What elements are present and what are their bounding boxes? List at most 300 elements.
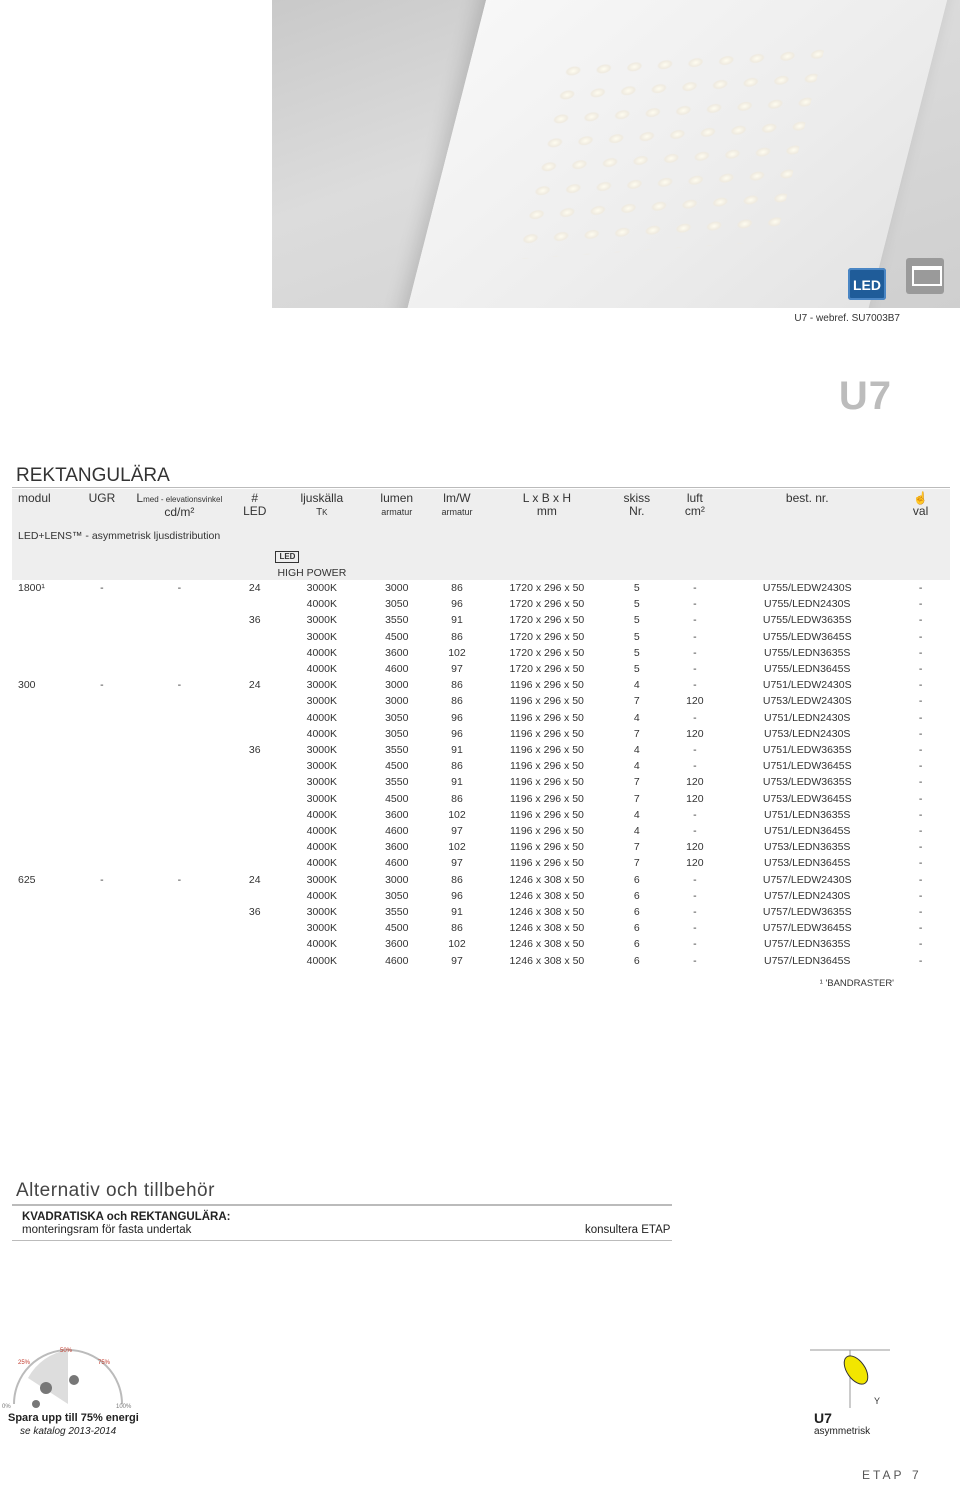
cell-modul xyxy=(12,823,77,839)
cell-ugr xyxy=(77,839,126,855)
cell-modul xyxy=(12,758,77,774)
cell-efficacy: 96 xyxy=(451,598,463,611)
cell-ugr xyxy=(77,888,126,904)
header-ljuskalla: ljuskälla TK xyxy=(277,489,366,526)
cell-efficacy: 91 xyxy=(451,614,463,627)
cell-option: - xyxy=(918,792,923,805)
cell-order-number: U755/LEDN3645S xyxy=(764,663,851,676)
cell-order-number: U751/LEDW2430S xyxy=(762,679,852,692)
cell-lumen: 3050 xyxy=(385,711,409,724)
cell-lumen: 3600 xyxy=(385,808,409,821)
cell-led-count xyxy=(232,693,277,709)
accessories-action: konsultera ETAP xyxy=(585,1224,671,1236)
table-row xyxy=(12,791,950,807)
table-row xyxy=(12,855,950,871)
cell-led-count xyxy=(232,807,277,823)
cell-led-count xyxy=(232,774,277,790)
cell-efficacy: 86 xyxy=(451,695,463,708)
table-row xyxy=(12,872,950,888)
cell-lmed xyxy=(127,629,232,645)
cell-air: 120 xyxy=(686,841,704,854)
recessed-fixture-icon xyxy=(906,258,944,294)
cell-ugr xyxy=(77,612,126,628)
cell-efficacy: 97 xyxy=(451,857,463,870)
cell-ugr xyxy=(77,645,126,661)
cell-option: - xyxy=(918,922,923,935)
cell-dimensions: 1196 x 296 x 50 xyxy=(509,744,584,757)
cell-air: 120 xyxy=(686,727,704,740)
cell-order-number: U753/LEDW2430S xyxy=(762,695,852,708)
bulb-icon xyxy=(69,1375,79,1385)
cell-lumen: 3050 xyxy=(385,598,409,611)
cell-ugr xyxy=(77,904,126,920)
cell-efficacy: 96 xyxy=(451,727,463,740)
cell-dimensions: 1246 x 308 x 50 xyxy=(509,938,585,951)
cell-dimensions: 1246 x 308 x 50 xyxy=(509,906,585,919)
cell-sketch: 5 xyxy=(633,646,640,659)
gauge-label-100: 100% xyxy=(116,1404,132,1410)
table-row xyxy=(12,758,950,774)
cell-ugr xyxy=(77,742,126,758)
cell-lmed xyxy=(127,645,232,661)
cell-modul xyxy=(12,629,77,645)
cell-lmed xyxy=(127,823,232,839)
cell-color-temp: 3000K xyxy=(306,679,337,692)
cell-lumen: 3600 xyxy=(385,646,409,659)
cell-lmed xyxy=(127,791,232,807)
cell-lmed xyxy=(127,807,232,823)
cell-dimensions: 1246 x 308 x 50 xyxy=(509,954,585,967)
cell-led-count xyxy=(232,661,277,677)
cell-modul xyxy=(12,742,77,758)
cell-air: 120 xyxy=(686,792,704,805)
cell-sketch: 5 xyxy=(633,582,640,594)
cell-lumen: 3550 xyxy=(385,776,409,789)
cell-option: - xyxy=(918,760,923,773)
cell-efficacy: 102 xyxy=(448,841,466,854)
table-row xyxy=(12,888,950,904)
cell-air: - xyxy=(693,598,697,611)
cell-ugr xyxy=(77,726,126,742)
energy-gauge xyxy=(0,1340,140,1420)
cell-lumen: 4600 xyxy=(385,663,409,676)
cell-color-temp: 4000K xyxy=(306,646,337,659)
cell-color-temp: 4000K xyxy=(306,808,337,821)
table-row xyxy=(12,629,950,645)
cell-efficacy: 86 xyxy=(451,582,463,594)
web-reference: U7 - webref. SU7003B7 xyxy=(794,313,900,324)
axis-label-y: Y xyxy=(874,1396,881,1406)
cell-led-count xyxy=(232,855,277,871)
cell-lmed xyxy=(127,726,232,742)
cell-option: - xyxy=(918,630,923,643)
cell-order-number: U751/LEDN2430S xyxy=(764,711,851,724)
cell-ugr xyxy=(77,807,126,823)
presence-icon xyxy=(40,1382,52,1394)
cell-color-temp: 3000K xyxy=(306,630,337,643)
cell-order-number: U757/LEDW2430S xyxy=(762,873,852,886)
cell-color-temp: 3000K xyxy=(306,792,337,805)
cell-dimensions: 1720 x 296 x 50 xyxy=(509,663,585,676)
cell-lumen: 3550 xyxy=(385,744,409,757)
cell-lumen: 4600 xyxy=(385,857,409,870)
high-power-label: HIGH POWER xyxy=(277,566,950,580)
cell-order-number: U751/LEDN3645S xyxy=(764,825,851,838)
category-title: REKTANGULÄRA xyxy=(16,465,170,486)
cell-air: - xyxy=(693,582,697,594)
cell-lumen: 4600 xyxy=(385,825,409,838)
table-row xyxy=(12,920,950,936)
cell-modul xyxy=(12,596,77,612)
luminaire-panel xyxy=(383,0,960,308)
cell-order-number: U751/LEDW3635S xyxy=(762,744,852,757)
cell-dimensions: 1196 x 296 x 50 xyxy=(509,808,584,821)
cell-air: 120 xyxy=(686,857,704,870)
catalog-reference: se katalog 2013-2014 xyxy=(20,1426,117,1437)
hand-icon: ☝ xyxy=(913,491,929,505)
cell-order-number: U757/LEDN2430S xyxy=(764,889,851,902)
cell-option: - xyxy=(918,825,923,838)
cell-dimensions: 1246 x 308 x 50 xyxy=(509,889,585,902)
cell-dimensions: 1196 x 296 x 50 xyxy=(509,727,584,740)
daylight-icon xyxy=(32,1400,40,1408)
cell-lmed: - xyxy=(177,873,182,886)
cell-order-number: U755/LEDW3635S xyxy=(762,614,852,627)
cell-efficacy: 91 xyxy=(451,906,463,919)
cell-ugr: - xyxy=(100,873,104,886)
cell-ugr xyxy=(77,791,126,807)
cell-modul xyxy=(12,726,77,742)
cell-led-count: 36 xyxy=(248,614,261,627)
cell-order-number: U755/LEDW2430S xyxy=(762,582,852,594)
cell-led-count xyxy=(232,936,277,952)
cell-modul xyxy=(12,791,77,807)
cell-air: - xyxy=(693,938,697,951)
cell-led-count xyxy=(232,629,277,645)
cell-ugr xyxy=(77,629,126,645)
cell-dimensions: 1720 x 296 x 50 xyxy=(509,646,585,659)
energy-saving: Spara upp till 75% energi xyxy=(8,1412,139,1424)
cell-option: - xyxy=(918,582,923,594)
cell-efficacy: 86 xyxy=(451,922,463,935)
cell-color-temp: 4000K xyxy=(306,663,337,676)
table-row xyxy=(12,645,950,661)
cell-air: - xyxy=(693,711,697,724)
table-row xyxy=(12,839,950,855)
light-distribution-diagram xyxy=(790,1330,900,1410)
cell-order-number: U753/LEDN3635S xyxy=(764,841,851,854)
cell-color-temp: 4000K xyxy=(306,727,337,740)
cell-order-number: U757/LEDW3645S xyxy=(762,922,852,935)
cell-lumen: 4500 xyxy=(385,630,409,643)
footnote: ¹ 'BANDRASTER' xyxy=(819,978,894,989)
cell-option: - xyxy=(918,727,923,740)
gauge-label-25: 25% xyxy=(18,1360,31,1366)
cell-air: - xyxy=(693,614,697,627)
cell-led-count xyxy=(232,791,277,807)
cell-led-count: 24 xyxy=(248,679,261,692)
cell-modul: 1800¹ xyxy=(18,582,45,594)
led-badge-icon: LED xyxy=(848,268,886,300)
cell-air: - xyxy=(693,630,697,643)
gauge-label-50: 50% xyxy=(60,1348,73,1354)
cell-dimensions: 1720 x 296 x 50 xyxy=(509,614,585,627)
cell-air: - xyxy=(693,808,697,821)
header-ugr: UGR xyxy=(77,489,126,526)
gauge-sector xyxy=(28,1350,68,1404)
cell-led-count xyxy=(232,953,277,969)
product-photo xyxy=(272,0,960,308)
cell-sketch: 5 xyxy=(633,614,640,627)
cell-led-count xyxy=(232,888,277,904)
cell-sketch: 7 xyxy=(633,792,640,805)
cell-dimensions: 1720 x 296 x 50 xyxy=(509,582,585,594)
cell-order-number: U755/LEDN2430S xyxy=(764,598,851,611)
cell-order-number: U755/LEDW3645S xyxy=(762,630,852,643)
cell-ugr xyxy=(77,953,126,969)
cell-sketch: 4 xyxy=(633,825,640,838)
cell-ugr xyxy=(77,855,126,871)
accessories-title: Alternativ och tillbehör xyxy=(16,1180,215,1201)
divider xyxy=(12,487,950,488)
cell-sketch: 7 xyxy=(633,776,640,789)
cell-lumen: 4500 xyxy=(385,792,409,805)
cell-lmed xyxy=(127,855,232,871)
cell-sketch: 4 xyxy=(633,711,640,724)
cell-option: - xyxy=(918,679,923,692)
cell-modul xyxy=(12,693,77,709)
cell-modul: 300 xyxy=(18,679,36,692)
table-row xyxy=(12,953,950,969)
cell-option: - xyxy=(918,954,923,967)
cell-lumen: 3550 xyxy=(385,906,409,919)
cell-lumen: 3000 xyxy=(385,582,409,594)
header-led: # LED xyxy=(232,489,277,526)
cell-order-number: U751/LEDN3635S xyxy=(764,808,851,821)
cell-color-temp: 4000K xyxy=(306,938,337,951)
led-lens-grid xyxy=(510,42,826,260)
cell-led-count xyxy=(232,726,277,742)
cell-modul: 625 xyxy=(18,873,36,886)
cell-lumen: 3000 xyxy=(385,695,409,708)
cell-order-number: U757/LEDW3635S xyxy=(762,906,852,919)
cell-efficacy: 102 xyxy=(448,938,466,951)
cell-modul xyxy=(12,661,77,677)
table-row xyxy=(12,904,950,920)
cell-lmed xyxy=(127,904,232,920)
cell-lumen: 4500 xyxy=(385,922,409,935)
cell-modul xyxy=(12,774,77,790)
cell-led-count: 36 xyxy=(248,744,261,757)
cell-modul xyxy=(12,904,77,920)
cell-led-count xyxy=(232,645,277,661)
cell-ugr xyxy=(77,936,126,952)
cell-color-temp: 3000K xyxy=(306,614,337,627)
cell-led-count xyxy=(232,823,277,839)
cell-color-temp: 3000K xyxy=(306,873,337,886)
table-row xyxy=(12,661,950,677)
product-code: U7 xyxy=(838,374,892,418)
cell-option: - xyxy=(918,614,923,627)
cell-lmed xyxy=(127,758,232,774)
cell-efficacy: 97 xyxy=(451,825,463,838)
cell-modul xyxy=(12,612,77,628)
cell-lmed xyxy=(127,596,232,612)
divider xyxy=(12,1240,672,1241)
cell-lmed xyxy=(127,742,232,758)
cell-efficacy: 86 xyxy=(451,792,463,805)
cell-air: - xyxy=(693,922,697,935)
cell-sketch: 4 xyxy=(633,744,640,757)
cell-color-temp: 3000K xyxy=(306,744,337,757)
cell-ugr: - xyxy=(100,679,104,692)
accessories-item: monteringsram för fasta undertak xyxy=(22,1224,192,1236)
cell-efficacy: 91 xyxy=(451,776,463,789)
cell-option: - xyxy=(918,841,923,854)
cell-lmed xyxy=(127,888,232,904)
cell-modul xyxy=(12,888,77,904)
cell-efficacy: 96 xyxy=(451,711,463,724)
distribution-code: U7 xyxy=(814,1410,832,1426)
cell-order-number: U753/LEDW3645S xyxy=(762,792,852,805)
cell-dimensions: 1196 x 296 x 50 xyxy=(509,776,584,789)
led-tag-row xyxy=(12,546,950,566)
table-row xyxy=(12,726,950,742)
cell-lmed xyxy=(127,710,232,726)
cell-dimensions: 1246 x 308 x 50 xyxy=(509,922,585,935)
cell-option: - xyxy=(918,906,923,919)
led-tag-icon: LED xyxy=(275,551,299,563)
cell-lumen: 4600 xyxy=(385,954,409,967)
cell-order-number: U751/LEDW3645S xyxy=(762,760,852,773)
cell-dimensions: 1196 x 296 x 50 xyxy=(509,825,584,838)
cell-efficacy: 102 xyxy=(448,808,466,821)
cell-air: - xyxy=(693,873,697,886)
gauge-label-75: 75% xyxy=(98,1360,111,1366)
cell-sketch: 7 xyxy=(633,727,640,740)
cell-ugr xyxy=(77,758,126,774)
cell-lmed: - xyxy=(177,582,182,594)
cell-color-temp: 3000K xyxy=(306,776,337,789)
table-row xyxy=(12,612,950,628)
table-row xyxy=(12,807,950,823)
cell-dimensions: 1246 x 308 x 50 xyxy=(509,873,585,886)
cell-lmed: - xyxy=(177,679,182,692)
cell-efficacy: 86 xyxy=(451,760,463,773)
cell-lumen: 3000 xyxy=(385,679,409,692)
cell-sketch: 4 xyxy=(633,760,640,773)
cell-sketch: 6 xyxy=(633,938,640,951)
cell-option: - xyxy=(918,938,923,951)
table-header-row xyxy=(12,489,950,526)
cell-option: - xyxy=(918,663,923,676)
spec-table xyxy=(12,489,950,969)
gauge-label-0: 0% xyxy=(2,1404,11,1410)
cell-dimensions: 1196 x 296 x 50 xyxy=(509,841,584,854)
cell-color-temp: 3000K xyxy=(306,906,337,919)
page-number: 7 xyxy=(912,1468,919,1482)
cell-sketch: 5 xyxy=(633,598,640,611)
cell-sketch: 7 xyxy=(633,695,640,708)
cell-air: - xyxy=(693,954,697,967)
cell-sketch: 4 xyxy=(633,679,640,692)
brand-name: ETAP xyxy=(862,1468,905,1482)
header-lumen: lumen armatur xyxy=(366,489,427,526)
cell-dimensions: 1196 x 296 x 50 xyxy=(509,711,584,724)
cell-ugr xyxy=(77,693,126,709)
cell-sketch: 6 xyxy=(633,873,640,886)
cell-ugr xyxy=(77,920,126,936)
cell-color-temp: 4000K xyxy=(306,889,337,902)
accessories-heading: KVADRATISKA och REKTANGULÄRA: xyxy=(22,1211,231,1223)
cell-color-temp: 3000K xyxy=(306,922,337,935)
cell-color-temp: 4000K xyxy=(306,857,337,870)
table-row xyxy=(12,580,950,596)
high-power-row xyxy=(12,566,950,580)
cell-led-count xyxy=(232,839,277,855)
cell-option: - xyxy=(918,711,923,724)
header-lmed: Lmed - elevationsvinkel cd/m² xyxy=(127,489,232,526)
cell-led-count xyxy=(232,596,277,612)
cell-order-number: U753/LEDW3635S xyxy=(762,776,852,789)
cell-sketch: 5 xyxy=(633,630,640,643)
cell-sketch: 7 xyxy=(633,841,640,854)
cell-sketch: 6 xyxy=(633,906,640,919)
cell-color-temp: 3000K xyxy=(306,582,337,594)
cell-ugr xyxy=(77,710,126,726)
header-modul: modul xyxy=(12,489,77,526)
cell-efficacy: 97 xyxy=(451,954,463,967)
cell-dimensions: 1720 x 296 x 50 xyxy=(509,630,585,643)
cell-efficacy: 86 xyxy=(451,630,463,643)
cell-lmed xyxy=(127,693,232,709)
cell-efficacy: 97 xyxy=(451,663,463,676)
cell-color-temp: 4000K xyxy=(306,711,337,724)
cell-lmed xyxy=(127,936,232,952)
cell-color-temp: 3000K xyxy=(306,760,337,773)
cell-lmed xyxy=(127,774,232,790)
cell-air: - xyxy=(693,663,697,676)
cell-modul xyxy=(12,710,77,726)
section-row xyxy=(12,526,950,546)
cell-sketch: 6 xyxy=(633,922,640,935)
cell-option: - xyxy=(918,646,923,659)
cell-modul xyxy=(12,855,77,871)
cell-lmed xyxy=(127,839,232,855)
cell-order-number: U755/LEDN3635S xyxy=(764,646,851,659)
cell-dimensions: 1196 x 296 x 50 xyxy=(509,695,584,708)
cell-order-number: U757/LEDN3635S xyxy=(764,938,851,951)
cell-lmed xyxy=(127,953,232,969)
cell-lumen: 3600 xyxy=(385,938,409,951)
cell-option: - xyxy=(918,744,923,757)
cell-led-count: 24 xyxy=(248,873,261,886)
cell-option: - xyxy=(918,857,923,870)
cell-color-temp: 4000K xyxy=(306,841,337,854)
cell-ugr xyxy=(77,661,126,677)
cell-led-count: 36 xyxy=(248,906,261,919)
cell-efficacy: 96 xyxy=(451,889,463,902)
cell-option: - xyxy=(918,695,923,708)
cell-modul xyxy=(12,953,77,969)
cell-ugr: - xyxy=(100,582,104,594)
table-row xyxy=(12,596,950,612)
header-luft: luft cm² xyxy=(666,489,723,526)
cell-lumen: 3550 xyxy=(385,614,409,627)
table-row xyxy=(12,693,950,709)
table-row xyxy=(12,774,950,790)
cell-sketch: 7 xyxy=(633,857,640,870)
